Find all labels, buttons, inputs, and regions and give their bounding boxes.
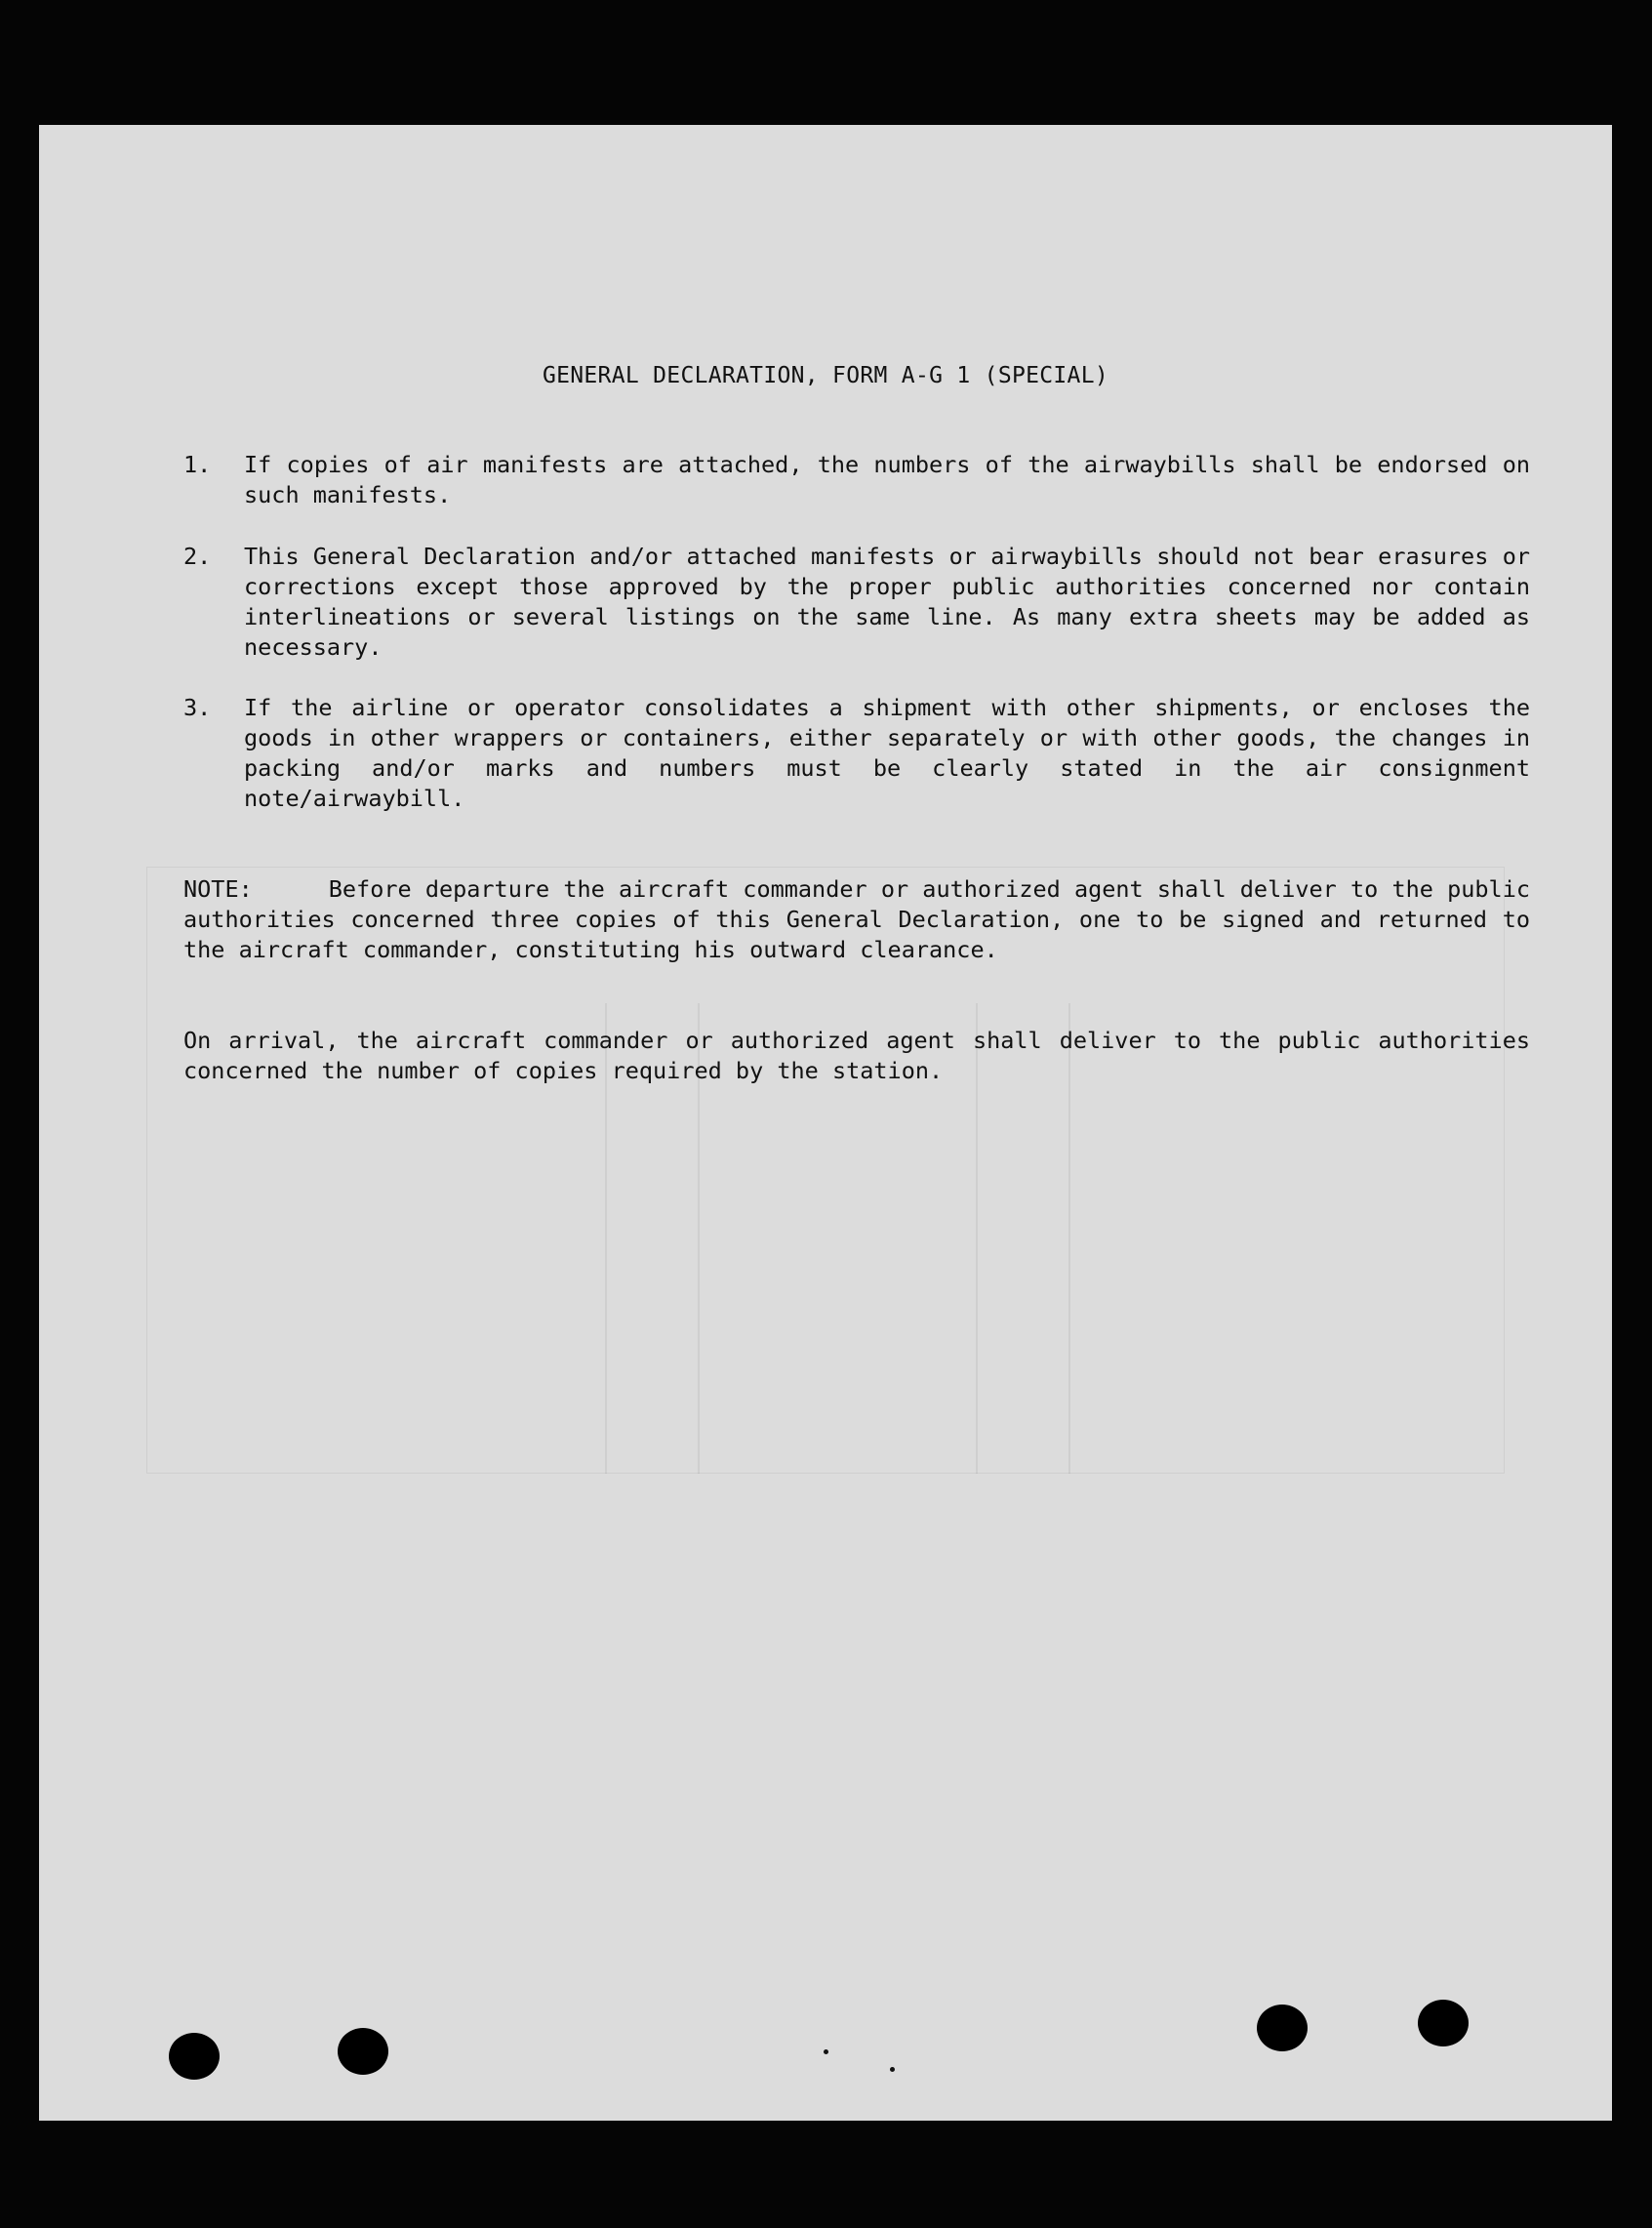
arrival-paragraph: On arrival, the aircraft commander or authorized agent shall deliver to the public authorities concerned the number of copies required by the station. — [183, 1027, 1530, 1084]
item-text: This General Declaration and/or attached manifests or airwaybills should not bear erasures or corrections except those approved by the proper public authorities concerned nor contain interlineations or several listings on the same line. As many extra sheets may be added as necessary. — [244, 543, 1530, 661]
item-number: 2. — [183, 543, 212, 570]
note-label: NOTE: — [183, 875, 253, 903]
note-paragraph — [183, 874, 1530, 965]
punch-hole — [338, 2028, 388, 2075]
instruction-item-2 — [183, 542, 1530, 663]
item-text: If the airline or operator consolidates a shipment with other shipments, or encloses the goods in other wrappers or containers, either separately or with other goods, the changes in packing and/or marks and numbers must be clearly stated in the air consignment note/airwaybill. — [244, 694, 1530, 812]
item-number: 1. — [183, 451, 212, 478]
speck — [824, 2049, 828, 2054]
punch-hole — [1418, 2000, 1469, 2046]
punch-hole — [169, 2033, 220, 2080]
note-text: Before departure the aircraft commander or authorized agent shall deliver to the public authorities concerned three copies of this General Declaration, one to be signed and returned to the aircraft commander, constituting his outward clearance. — [183, 875, 1530, 963]
document-title: GENERAL DECLARATION, FORM A-G 1 (SPECIAL) — [542, 363, 1109, 388]
punch-hole — [1257, 2005, 1308, 2051]
speck — [890, 2067, 895, 2072]
instruction-item-1 — [183, 450, 1530, 510]
instruction-item-3 — [183, 693, 1530, 814]
item-number: 3. — [183, 694, 212, 721]
item-text: If copies of air manifests are attached, the numbers of the airwaybills shall be endorsed on such manifests. — [244, 451, 1530, 508]
document-page — [39, 125, 1612, 2121]
